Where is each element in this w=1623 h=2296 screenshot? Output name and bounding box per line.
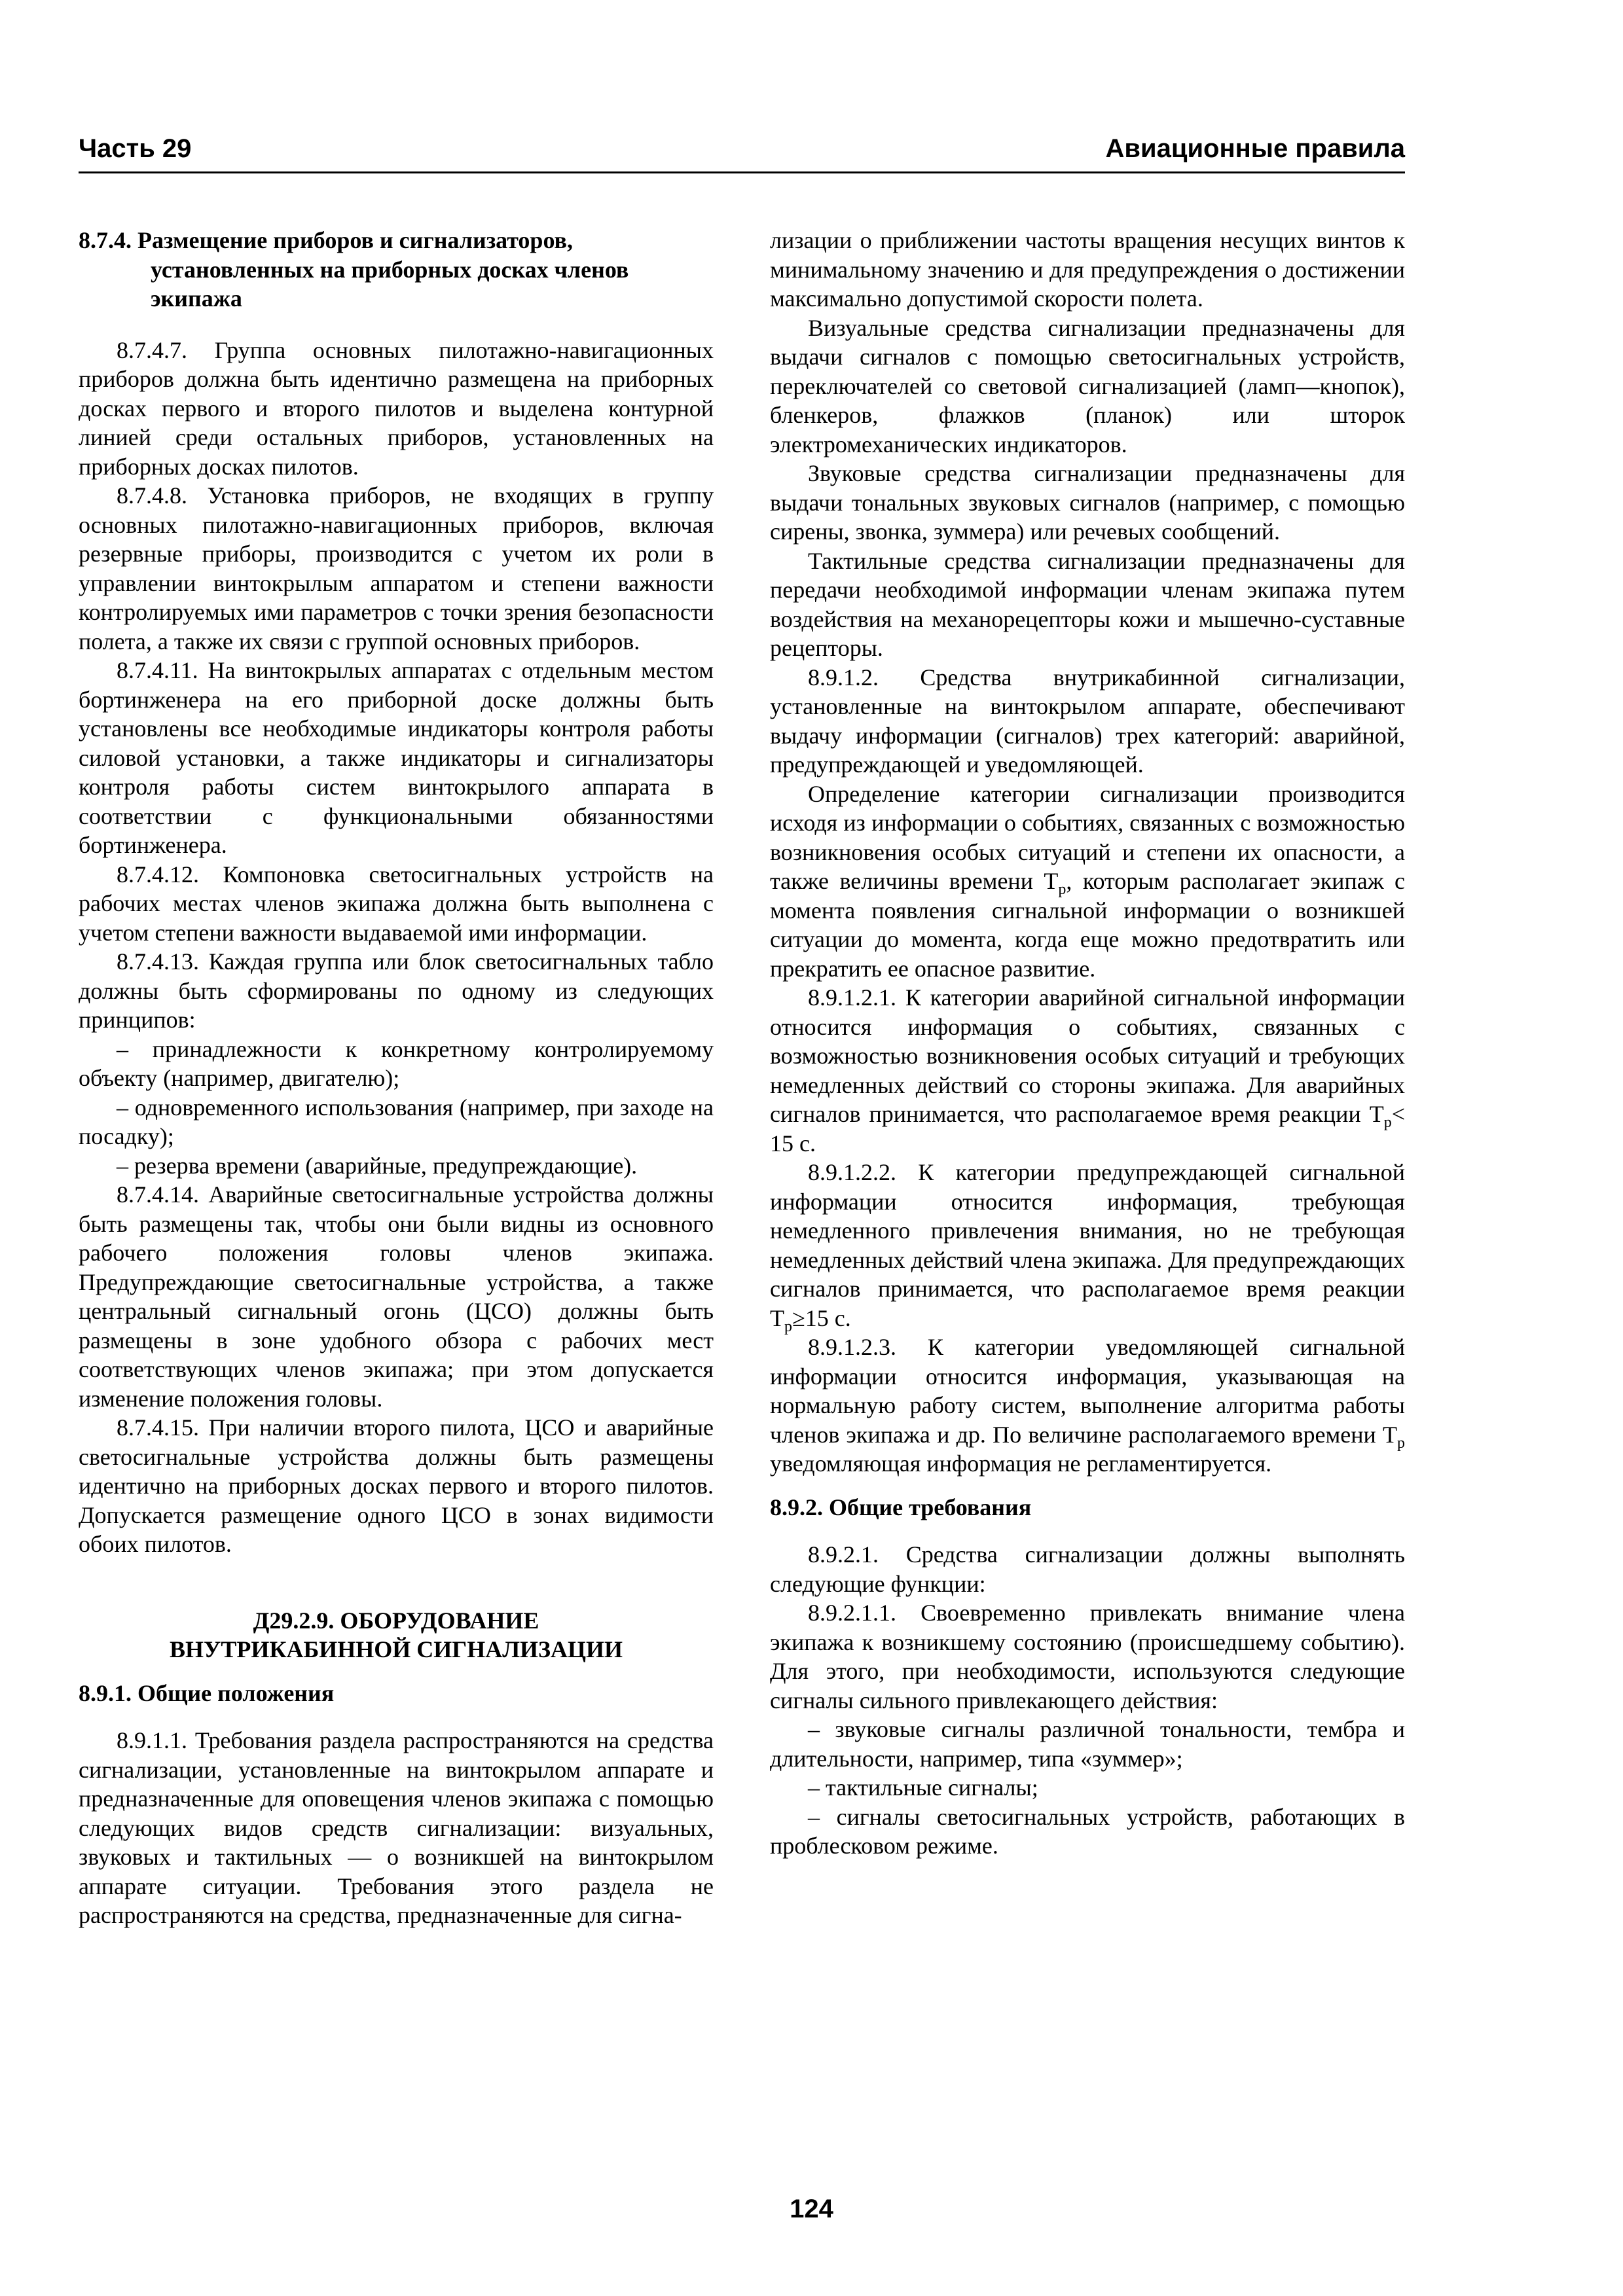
paragraph-8-7-4-13: 8.7.4.13. Каждая группа или блок светосигнальных табло должны быть сформированы по одному из следующих принципов:: [79, 948, 714, 1033]
right-column: [770, 226, 1405, 1861]
paragraph-8-9-1-2-2: 8.9.1.2.2. К категории предупреждающей сигнальной информации относится информация, требующая немедленного привлечения внимания, но не требующая немедленных действий члена экипажа. Для предупреждающих сигналов принимается, что располагаемое время реакции $Т_р\ge 15$ с.: [770, 1159, 1405, 1335]
header-divider: [79, 171, 1405, 173]
paragraph-tactile-signals: Тактильные средства сигнализации предназначены для передачи необходимой информации членам экипажа путем воздействия на механорецепторы кожи и мышечно-суставные рецепторы.: [770, 547, 1405, 661]
paragraph-8-7-4-14: 8.7.4.14. Аварийные светосигнальные устройства должны быть размещены так, чтобы они были видны из основного рабочего положения головы членов экипажа. Предупреждающие светосигнальные устройства, а также центральный сигнальный огонь (ЦСО) должны быть размещены в зоне удобного обзора с рабочих мест соответствующих членов экипажа; при этом допускается изменение положения головы.: [79, 1181, 714, 1412]
heading-8-9-1: 8.9.1. Общие положения: [79, 1679, 335, 1706]
section-heading-d29-2-9: [79, 1606, 714, 1664]
running-header-part: Часть 29: [79, 134, 192, 163]
paragraph-8-7-4-7: 8.7.4.7. Группа основных пилотажно-навигационных приборов должна быть идентично размещена на приборных досках первого и второго пилотов и выделена контурной линией среди остальных приборов, установленных на приборных досках пилотов.: [79, 336, 714, 480]
list-item: – одновременного использования (например, при заходе на посадку);: [79, 1094, 714, 1149]
list-item: – принадлежности к конкретному контролируемому объекту (например, двигателю);: [79, 1035, 714, 1091]
paragraph-visual-signals: Визуальные средства сигнализации предназначены для выдачи сигналов с помощью светосигнальных устройств, переключателей со световой сигнализацией (ламп—кнопок), бленкеров, флажков (планок) или шторок электромеханических индикаторов.: [770, 314, 1405, 457]
section-heading-line-2: ВНУТРИКАБИННОЙ СИГНАЛИЗАЦИИ: [169, 1636, 623, 1662]
list-item: – звуковые сигналы различной тональности, тембра и длительности, например, типа «зуммер»;: [770, 1716, 1405, 1772]
paragraph-8-9-1-1: 8.9.1.1. Требования раздела распространяются на средства сигнализации, установленные на винтокрылом аппарате и предназначенные для оповещения членов экипажа с помощью следующих видов средств сигнализации: визуальных, звуковых и тактильных — о возникшей на винтокрылом аппарате ситуации. Требования этого раздела не распространяются на средства, предназначенные для сигна-: [79, 1727, 714, 1928]
paragraph-8-9-1-2: 8.9.1.2. Средства внутрикабинной сигнализации, установленные на винтокрылом аппарате, обеспечивают выдачу информации (сигналов) трех категорий: аварийной, предупреждающей и уведомляющей.: [770, 664, 1405, 778]
paragraph-8-7-4-12: 8.7.4.12. Компоновка светосигнальных устройств на рабочих местах членов экипажа должна быть выполнена с учетом степени важности выдаваемой ими информации.: [79, 861, 714, 946]
paragraph-8-9-1-2-3: 8.9.1.2.3. К категории уведомляющей сигнальной информации относится информация, указывающая на нормальную работу систем, выполнение алгоритма работы членов экипажа и др. По величине располагаемого времени $Т_р$ уведомляющая информация не регламентируется.: [770, 1334, 1405, 1477]
heading-8-7-4: 8.7.4. Размещение приборов и сигнализаторов, установленных на приборных досках членов экипажа: [79, 227, 629, 312]
page-number: 124: [790, 2195, 833, 2223]
paragraph-8-9-1-2-1: 8.9.1.2.1. К категории аварийной сигнальной информации относится информация о событиях, связанных с возможностью возникновения особых ситуаций и требующих немедленных действий со стороны экипажа. Для аварийных сигналов принимается, что располагаемое время реакции $Т_р< 15$ с.: [770, 984, 1405, 1157]
paragraph-sound-signals: Звуковые средства сигнализации предназначены для выдачи тональных звуковых сигналов (например, с помощью сирены, звонка, зуммера) или речевых сообщений.: [770, 460, 1405, 545]
paragraph-8-9-2-1: 8.9.2.1. Средства сигнализации должны выполнять следующие функции:: [770, 1541, 1405, 1597]
paragraph-8-7-4-15: 8.7.4.15. При наличии второго пилота, ЦСО и аварийные светосигнальные устройства должны быть размещены идентично на приборных досках первого и второго пилотов. Допускается размещение одного ЦСО в зонах видимости обоих пилотов.: [79, 1414, 714, 1557]
list-item: – сигналы светосигнальных устройств, работающих в проблесковом режиме.: [770, 1803, 1405, 1859]
paragraph-8-7-4-8: 8.7.4.8. Установка приборов, не входящих в группу основных пилотажно-навигационных приборов, включая резервные приборы, производится с учетом их роли в управлении винтокрылым аппаратом и степени важности контролируемых ими параметров с точки зрения безопасности полета, а также их связи с группой основных приборов.: [79, 482, 714, 655]
running-header-title: Авиационные правила: [1105, 134, 1405, 163]
paragraph-8-7-4-11: 8.7.4.11. На винтокрылых аппаратах с отдельным местом бортинженера на его приборной доске должны быть установлены все необходимые индикаторы контроля работы силовой установки, а также индикаторы и сигнализаторы контроля работы систем винтокрылого аппарата в соответствии с функциональными обязанностями бортинженера.: [79, 657, 714, 858]
paragraph-8-9-2-1-1: 8.9.2.1.1. Своевременно привлекать внимание члена экипажа к возникшему состоянию (происшедшему событию). Для этого, при необходимости, используются следующие сигналы сильного привлекающего действия:: [770, 1600, 1405, 1713]
list-item: – тактильные сигналы;: [808, 1774, 1038, 1801]
left-column: [79, 226, 714, 1930]
heading-8-9-2: 8.9.2. Общие требования: [770, 1494, 1032, 1520]
list-item: – резерва времени (аварийные, предупреждающие).: [117, 1152, 638, 1179]
section-heading-line-1: Д29.2.9. ОБОРУДОВАНИЕ: [253, 1607, 539, 1634]
paragraph-category-definition: Определение категории сигнализации производится исходя из информации о событиях, связанных с возможностью возникновения особых ситуаций и степени их опасности, а также величины времени $Т_р$, которым располагает экипаж с момента появления сигнальной информации о возникшей ситуации до момента, когда еще можно предотвратить или прекратить ее опасное развитие.: [770, 780, 1405, 982]
paragraph-continuation: лизации о приближении частоты вращения несущих винтов к минимальному значению и для предупреждения о достижении максимально допустимой скорости полета.: [770, 227, 1405, 312]
